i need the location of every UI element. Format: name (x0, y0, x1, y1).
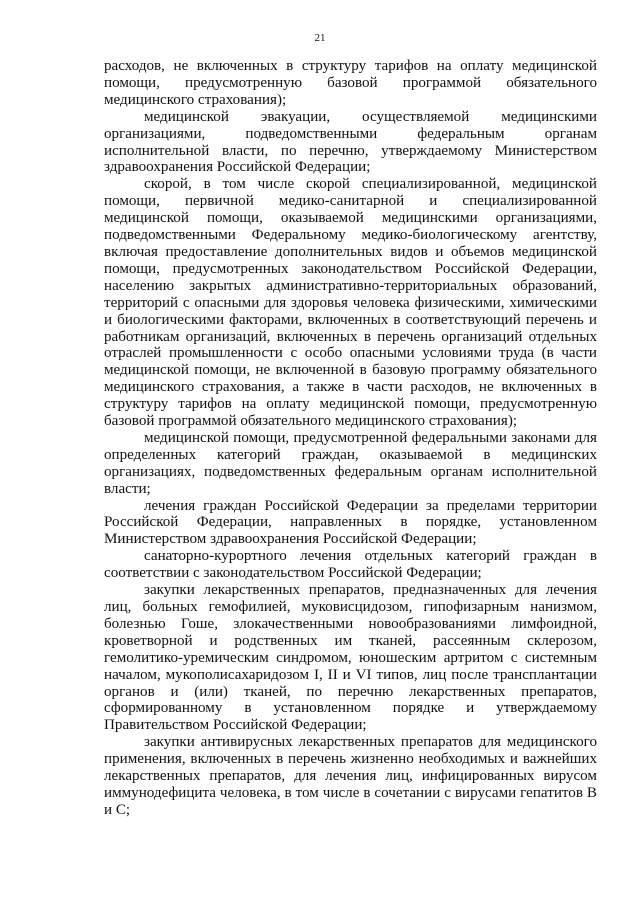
paragraph-expenses-continuation: расходов, не включенных в структуру тарифов на оплату медицинской помощи, предусмотренную базовой программой обязательного медицинского страхования); (104, 58, 597, 108)
paragraph-emergency-care: скорой, в том числе скорой специализированной, медицинской помощи, первичной медико-санитарной и специализированной медицинской помощи, оказываемой медицинскими организациями, подведомственными Федеральному медико-биологическому агентству, включая предоставление дополнительных видов и объемов медицинской помощи, предусмотренных законодательством Российской Федерации, населению закрытых административно-территориальных образований, территорий с опасными для здоровья человека физическими, химическими и биологическими факторами, включенных в соответствующий перечень и работникам организаций, включенных в перечень организаций отдельных отраслей промышленности с особо опасными условиями труда (в части медицинской помощи, не включенной в базовую программу обязательного медицинского страхования, а также в части расходов, не включенных в структуру тарифов на оплату медицинской помощи, предусмотренную базовой программой обязательного медицинского страхования); (104, 176, 597, 430)
paragraph-sanatorium-treatment: санаторно-курортного лечения отдельных категорий граждан в соответствии с законодательством Российской Федерации; (104, 548, 597, 582)
paragraph-antiviral-purchases: закупки антивирусных лекарственных препаратов для медицинского применения, включенных в перечень жизненно необходимых и важнейших лекарственных препаратов, для лечения лиц, инфицированных вирусом иммунодефицита человека, в том числе в сочетании с вирусами гепатитов B и C; (104, 734, 597, 818)
paragraph-medical-evacuation: медицинской эвакуации, осуществляемой медицинскими организациями, подведомственными федеральным органам исполнительной власти, по перечню, утверждаемому Министерством здравоохранения Российской Федерации; (104, 108, 597, 176)
paragraph-treatment-abroad: лечения граждан Российской Федерации за пределами территории Российской Федерации, направленных в порядке, установленном Министерством здравоохранения Российской Федерации; (104, 497, 597, 548)
page-number: 21 (314, 32, 326, 44)
document-body (104, 58, 597, 819)
paragraph-federal-law-care: медицинской помощи, предусмотренной федеральными законами для определенных категорий граждан, оказываемой в медицинских организациях, подведомственных федеральным органам исполнительной власти; (104, 429, 597, 497)
paragraph-drug-purchases: закупки лекарственных препаратов, предназначенных для лечения лиц, больных гемофилией, муковисцидозом, гипофизарным нанизмом, болезнью Гоше, злокачественными новообразованиями лимфоидной, кроветворной и родственных им тканей, рассеянным склерозом, гемолитико-уремическим синдромом, юношеским артритом с системным началом, мукополисахаридозом I, II и VI типов, лиц после трансплантации органов и (или) тканей, по перечню лекарственных препаратов, сформированному в установленном порядке и утверждаемому Правительством Российской Федерации; (104, 582, 597, 734)
